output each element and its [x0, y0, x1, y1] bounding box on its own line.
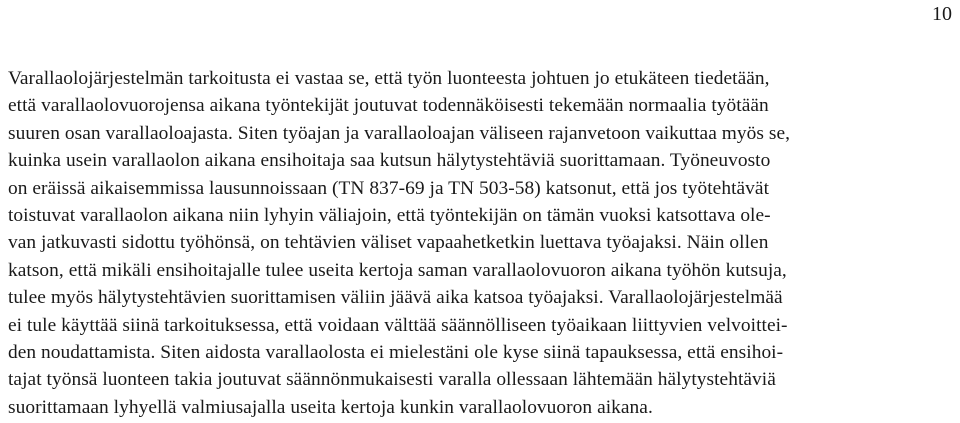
text-line: kuinka usein varallaolon aikana ensihoitaja saa kutsun hälytystehtäviä suorittamaan. Työneuvosto [8, 150, 771, 172]
text-line: tulee myös hälytystehtävien suorittamisen väliin jäävä aika katsoa työajaksi. Varallaolojärjestelmää [8, 287, 783, 309]
text-line: toistuvat varallaolon aikana niin lyhyin väliajoin, että työntekijän on tämän vuoksi katsottava ole- [8, 205, 771, 227]
page-number: 10 [932, 3, 952, 25]
text-line: että varallaolovuorojensa aikana työntekijät joutuvat todennäköisesti tekemään normaalia työtään [8, 95, 769, 117]
text-line: Varallaolojärjestelmän tarkoitusta ei vastaa se, että työn luonteesta johtuen jo etukäteen tiedetään, [8, 68, 770, 89]
text-line: suorittamaan lyhyellä valmiusajalla useita kertoja kunkin varallaolovuoron aikana. [8, 396, 653, 418]
text-line: suuren osan varallaoloajasta. Siten työajan ja varallaoloajan väliseen rajanvetoon vaikuttaa myös se, [8, 122, 791, 144]
text-line: tajat työnsä luonteen takia joutuvat säännönmukaisesti varalla ollessaan lähtemään hälytystehtäviä [8, 369, 776, 391]
text-line: den noudattamista. Siten aidosta varallaolosta ei mielestäni ole kyse siinä tapauksessa, että ensihoi- [8, 342, 784, 364]
body-paragraph [8, 65, 954, 421]
text-line: ei tule käyttää siinä tarkoituksessa, että voidaan välttää säännölliseen työaikaan liittyvien velvoittei- [8, 314, 788, 336]
text-line: katson, että mikäli ensihoitajalle tulee useita kertoja saman varallaolovuoron aikana työhön kutsuja, [8, 259, 787, 281]
text-line: on eräissä aikaisemmissa lausunnoissaan (TN 837-69 ja TN 503-58) katsonut, että jos työtehtävät [8, 177, 770, 199]
text-line: van jatkuvasti sidottu työhönsä, on tehtävien väliset vapaahetketkin luettava työajaksi. Näin ollen [8, 232, 769, 254]
